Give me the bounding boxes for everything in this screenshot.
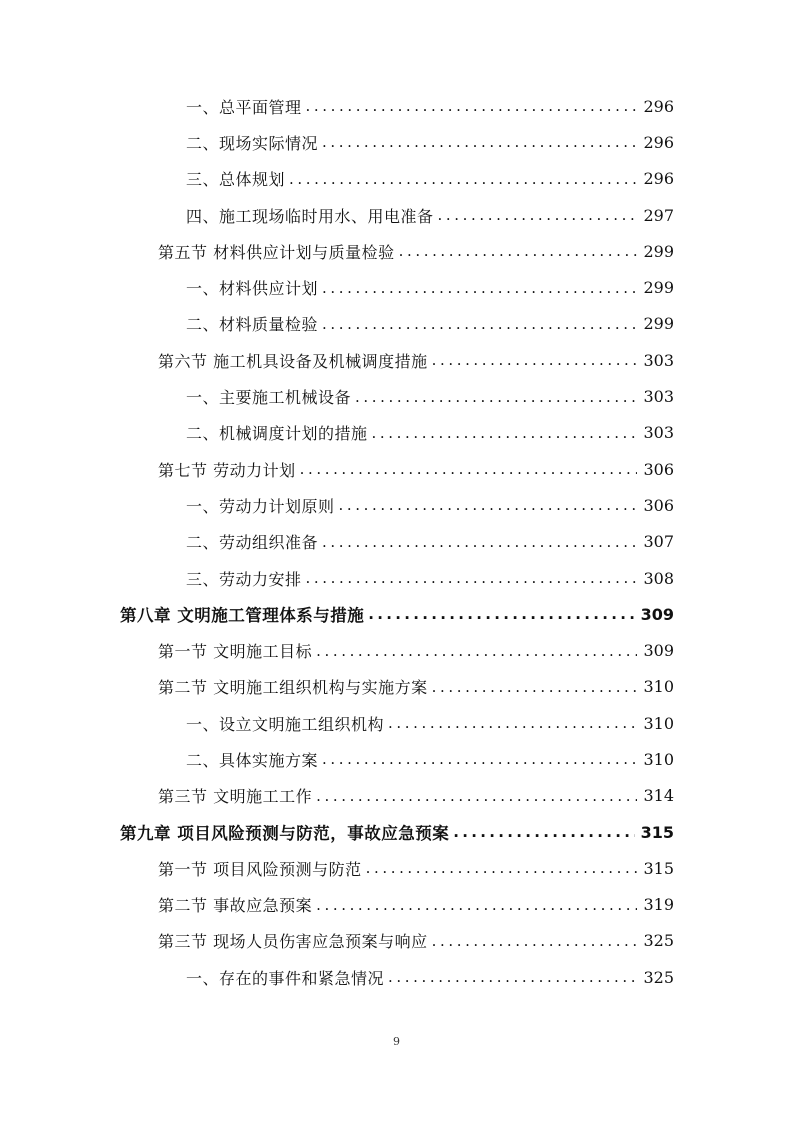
toc-entry-title: 三、总体规划 [186,170,286,190]
toc-leader-dots [316,896,637,914]
toc-entry-title: 一、存在的事件和紧急情况 [186,968,385,988]
toc-leader-dots [388,714,637,732]
toc-section-entry [0,342,793,378]
toc-subsection-entry [0,705,793,741]
toc-entry-page: 309 [640,604,674,624]
table-of-contents [0,88,793,995]
toc-entry-page: 303 [643,387,674,407]
page-number: 9 [393,1035,400,1048]
toc-leader-dots [316,787,637,805]
toc-leader-dots [366,859,638,877]
toc-entry-page: 319 [643,895,674,915]
toc-subsection-entry [0,487,793,523]
toc-section-entry [0,778,793,814]
toc-entry-title: 四、施工现场临时用水、用电准备 [186,206,434,226]
toc-section-entry [0,632,793,668]
toc-leader-dots [306,569,638,587]
toc-entry-title: 第九章 项目风险预测与防范，事故应急预案 [120,824,450,844]
toc-entry-page: 296 [643,96,674,116]
toc-entry-title: 第五节 材料供应计划与质量检验 [158,242,395,262]
toc-subsection-entry [0,269,793,305]
toc-leader-dots [368,605,634,623]
toc-entry-page: 296 [643,132,674,152]
toc-entry-page: 310 [643,677,674,697]
toc-entry-page: 309 [643,641,674,661]
toc-subsection-entry [0,959,793,995]
toc-entry-page: 299 [643,241,674,261]
toc-entry-title: 一、设立文明施工组织机构 [186,714,385,734]
toc-leader-dots [399,242,638,260]
toc-entry-title: 一、主要施工机械设备 [186,388,352,408]
toc-entry-title: 第三节 文明施工工作 [158,787,313,807]
toc-leader-dots [300,460,638,478]
toc-entry-page: 310 [643,749,674,769]
toc-leader-dots [355,388,637,406]
toc-entry-title: 一、劳动力计划原则 [186,496,335,516]
toc-entry-page: 307 [643,532,674,552]
toc-entry-title: 第一节 文明施工目标 [158,642,313,662]
toc-entry-title: 二、具体实施方案 [186,750,319,770]
toc-leader-dots [388,968,637,986]
toc-subsection-entry [0,88,793,124]
toc-entry-page: 315 [640,822,674,842]
toc-leader-dots [289,170,637,188]
toc-leader-dots [316,642,637,660]
toc-entry-title: 第二节 文明施工组织机构与实施方案 [158,678,428,698]
toc-subsection-entry [0,378,793,414]
toc-entry-title: 第八章 文明施工管理体系与措施 [120,606,365,626]
toc-chapter-entry [0,814,793,850]
toc-entry-title: 第三节 现场人员伤害应急预案与响应 [158,932,428,952]
toc-entry-page: 306 [643,459,674,479]
toc-entry-title: 三、劳动力安排 [186,569,302,589]
toc-leader-dots [322,133,637,151]
toc-subsection-entry [0,741,793,777]
toc-leader-dots [322,315,637,333]
toc-entry-title: 一、总平面管理 [186,97,302,117]
toc-subsection-entry [0,560,793,596]
toc-leader-dots [322,533,637,551]
toc-subsection-entry [0,306,793,342]
toc-leader-dots [372,424,638,442]
toc-entry-title: 二、材料质量检验 [186,315,319,335]
toc-entry-page: 303 [643,350,674,370]
toc-entry-title: 二、现场实际情况 [186,133,319,153]
toc-entry-page: 297 [643,205,674,225]
toc-entry-title: 第七节 劳动力计划 [158,460,296,480]
toc-leader-dots [432,932,638,950]
toc-entry-page: 299 [643,278,674,298]
toc-entry-page: 315 [643,858,674,878]
toc-subsection-entry [0,524,793,560]
toc-subsection-entry [0,161,793,197]
toc-section-entry [0,887,793,923]
toc-entry-page: 306 [643,495,674,515]
toc-chapter-entry [0,596,793,632]
toc-entry-page: 314 [643,786,674,806]
toc-leader-dots [453,823,634,841]
toc-entry-title: 第一节 项目风险预测与防范 [158,859,362,879]
toc-entry-page: 308 [643,568,674,588]
toc-entry-title: 第六节 施工机具设备及机械调度措施 [158,351,428,371]
toc-entry-title: 第二节 事故应急预案 [158,896,313,916]
toc-leader-dots [339,496,638,514]
toc-subsection-entry [0,415,793,451]
toc-entry-title: 一、材料供应计划 [186,279,319,299]
toc-section-entry [0,850,793,886]
toc-entry-page: 296 [643,169,674,189]
toc-entry-page: 299 [643,314,674,334]
toc-entry-title: 二、机械调度计划的措施 [186,424,368,444]
toc-section-entry [0,451,793,487]
toc-leader-dots [438,206,638,224]
toc-entry-title: 二、劳动组织准备 [186,533,319,553]
toc-entry-page: 325 [643,967,674,987]
toc-entry-page: 325 [643,931,674,951]
toc-subsection-entry [0,197,793,233]
toc-leader-dots [306,97,638,115]
toc-leader-dots [322,279,637,297]
toc-subsection-entry [0,124,793,160]
toc-section-entry [0,669,793,705]
toc-entry-page: 303 [643,423,674,443]
toc-section-entry [0,923,793,959]
toc-entry-page: 310 [643,713,674,733]
toc-leader-dots [432,678,638,696]
toc-leader-dots [322,750,637,768]
toc-leader-dots [432,351,638,369]
toc-section-entry [0,233,793,269]
